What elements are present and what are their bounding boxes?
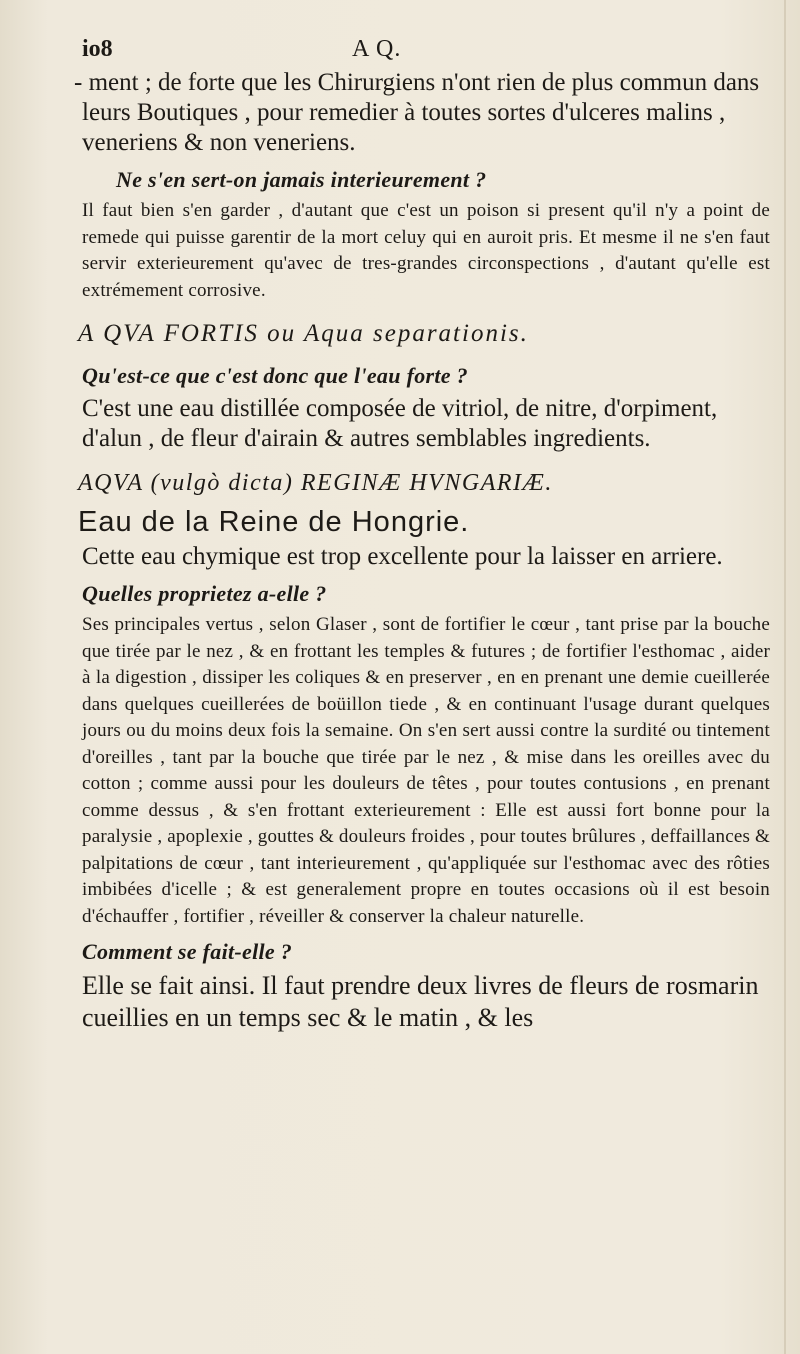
page-header bbox=[82, 36, 770, 68]
paragraph-intro: - ment ; de forte que les Chirurgiens n'ont rien de plus commun dans leurs Boutiques , pour remedier à toutes sortes d'ulceres malins , veneriens & non veneriens. bbox=[74, 69, 760, 156]
answer-eau-forte: C'est une eau distillée composée de vitriol, de nitre, d'orpiment, d'alun , de fleur d'airain & autres semblables ingredients. bbox=[82, 395, 718, 452]
answer-vertus: Ses principales vertus , selon Glaser , sont de fortifier le cœur , tant prise par la bouche que tirée par le nez , & en frottant les temples & futures ; de fortifier l'esthomac , aider à la digestion , dissiper les coliques & en preserver , en en prenant une demie cueillerée dans quelques cueillerées de boüillon tiede , & en continuant l'usage durant quelques jours ou du moins deux fois la semaine. On s'en sert aussi contre la surdité ou tintement d'oreilles , tant par la bouche que tirée par le nez , & mise dans les oreilles avec du cotton ; comme aussi pour les douleurs de têtes , pour toutes contusions , en prenant comme dessus , & s'en frottant exterieurement : Elle est aussi fort bonne pour la paralysie , apoplexie , gouttes & douleurs froides , pour toutes brûlures , deffaillances & palpitations de cœur , tant interieurement , qu'appliquée sur l'esthomac avec des rôties imbibées d'icelle ; & est generalement propre en toutes occasions où il est besoin d'échauffer , fortifier , réveiller & conserver la chaleur naturelle. bbox=[82, 614, 770, 927]
subtitle-eau-reine: Eau de la Reine de Hongrie. bbox=[78, 506, 470, 538]
paragraph-chymique: Cette eau chymique est trop excellente pour la laisser en arriere. bbox=[82, 543, 723, 570]
title-aqua-fortis: A QVA FORTIS ou Aqua separationis. bbox=[78, 320, 529, 347]
answer-poison: Il faut bien s'en garder , d'autant que c'est un poison si present qu'il n'y a point de remede qui puisse garentir de la mort celuy qui en auroit pris. Et mesme il ne s'en faut servir exterieurement qu'avec de tres-grandes circonspections , d'autant qu'elle est extrémement corrosive. bbox=[82, 200, 770, 301]
title-aqua-reginae: AQVA (vulgò dicta) REGINÆ HVNGARIÆ. bbox=[78, 470, 553, 496]
question-proprietez: Quelles proprietez a-elle ? bbox=[82, 581, 327, 606]
question-interieurement: Ne s'en sert-on jamais interieurement ? bbox=[116, 167, 487, 192]
answer-preparation: Elle se fait ainsi. Il faut prendre deux livres de fleurs de rosmarin cueillies en un temps sec & le matin , & les bbox=[82, 971, 759, 1032]
running-head: A Q. bbox=[352, 36, 402, 62]
question-comment: Comment se fait-elle ? bbox=[82, 939, 293, 964]
question-eau-forte: Qu'est-ce que c'est donc que l'eau forte ? bbox=[82, 363, 468, 388]
page-number: io8 bbox=[82, 36, 113, 62]
page-edge bbox=[784, 0, 786, 1354]
